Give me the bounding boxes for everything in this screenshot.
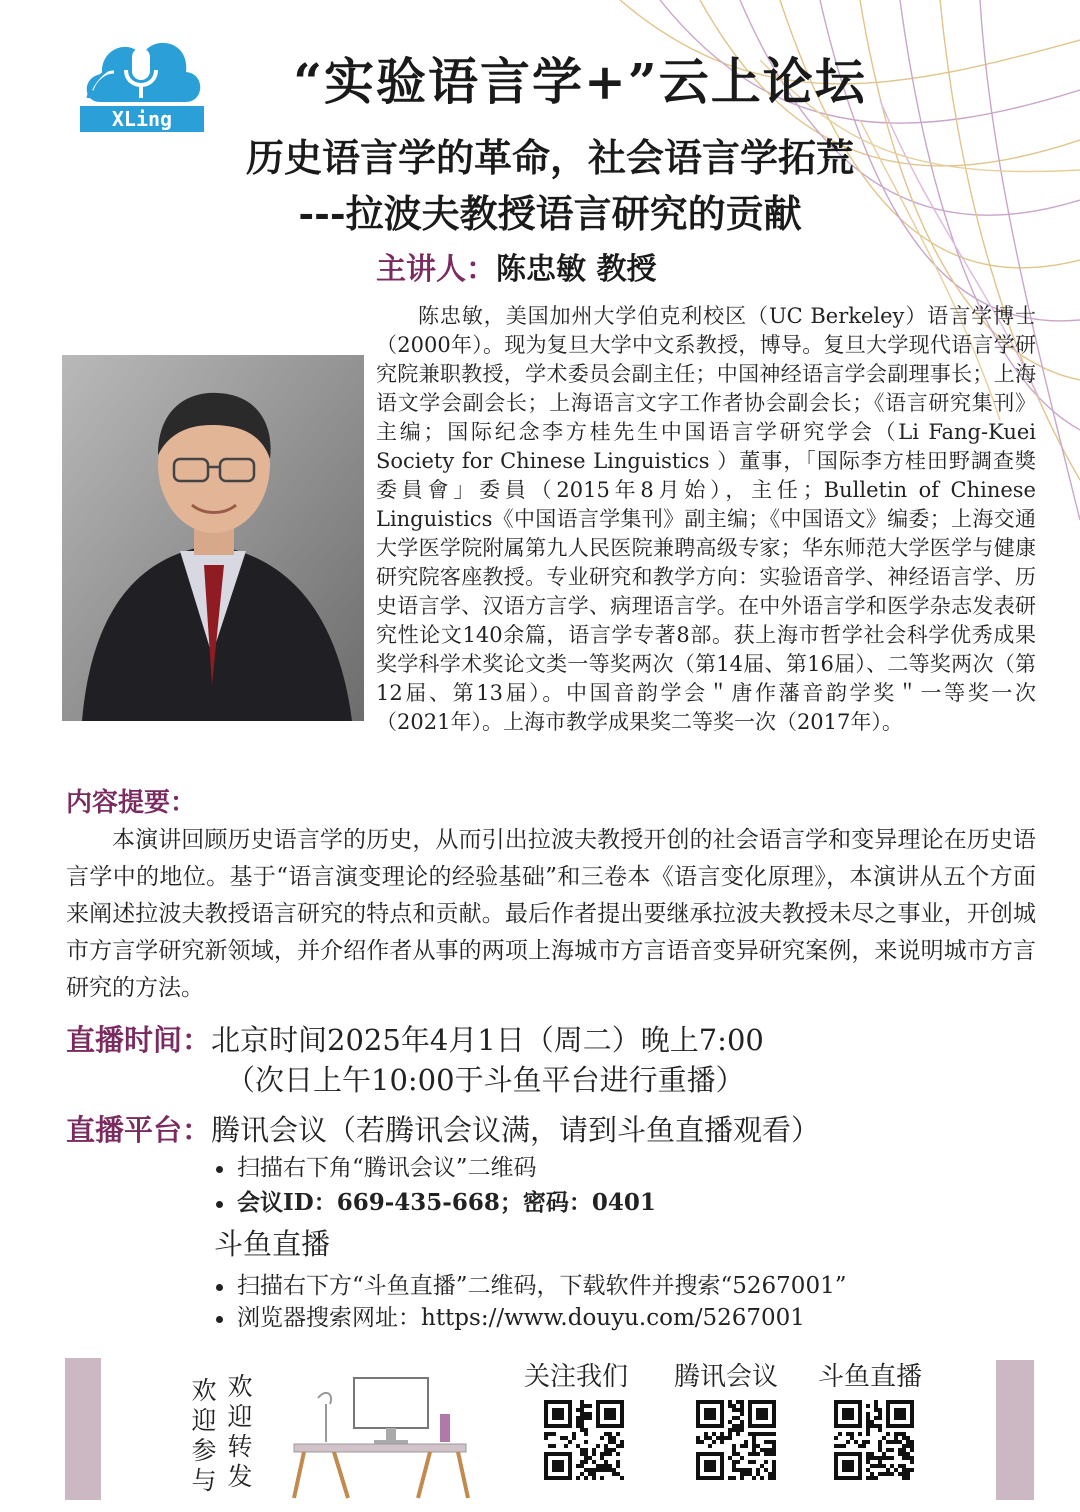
- bullet-icon: [216, 1201, 223, 1208]
- speaker-line: [376, 244, 656, 288]
- speaker-bio: 陈忠敏，美国加州大学伯克利校区（UC Berkeley）语言学博士（2000年）。现为复旦大学中文系教授，博导。复旦大学现代语言学研究院兼职教授，学术委员会副主任；中国神经语言学会副理事长；上海语文学会副会长；上海语言文字工作者协会副会长；《语言研究集刊》主编；国际纪念李方桂先生中国语言学研究学会（Li Fang-Kuei Society for Chinese Linguistics ）董事，「国际李方桂田野調查獎委員會」委員（2015年8月始），主任；Bulletin of Chinese Linguistics《中国语言学集刊》副主编；《中国语文》编委；上海交通大学医学院附属第九人民医院兼聘高级专家；华东师范大学医学与健康研究院客座教授。专业研究和教学方向：实验语音学、神经语言学、历史语言学、汉语方言学、病理语言学。在中外语言学和医学杂志发表研究性论文140余篇，语言学专著8部。获上海市哲学社会科学优秀成果奖学科学术奖论文类一等奖两次（第14届、第16届）、二等奖两次（第12届、第13届）。中国音韵学会＂唐作藩音韵学奖＂一等奖一次（2021年）。上海市教学成果奖二等奖一次（2017年）。: [376, 304, 1036, 734]
- douyu-heading: 斗鱼直播: [214, 1227, 331, 1261]
- replay-note: （次日上午10:00于斗鱼平台进行重播）: [226, 1063, 745, 1097]
- meeting-id-item: [216, 1186, 656, 1219]
- welcome-participate: 欢 迎 参 与: [191, 1376, 217, 1495]
- douyu-url-item: [216, 1302, 805, 1335]
- left-accent-bar: [65, 1358, 101, 1500]
- tencent-scan-item: [216, 1152, 537, 1185]
- xling-logo: [78, 20, 208, 140]
- desk-illustration-icon: [290, 1370, 470, 1500]
- lecture-title-line2: ---拉波夫教授语言研究的贡献: [298, 191, 802, 236]
- qr-code-icon[interactable]: [544, 1400, 624, 1480]
- page-title: “实验语言学+”云上论坛: [293, 52, 867, 111]
- bullet-icon: [216, 1316, 223, 1323]
- douyu-url-link[interactable]: 浏览器搜索网址：https://www.douyu.com/5267001: [237, 1305, 805, 1331]
- platform-label: 直播平台：: [66, 1113, 212, 1147]
- qr-code-icon[interactable]: [834, 1400, 914, 1480]
- summary-text: 本演讲回顾历史语言学的历史，从而引出拉波夫教授开创的社会语言学和变异理论在历史语言学中的地位。基于“语言演变理论的经验基础”和三卷本《语言变化原理》，本演讲从五个方面来阐述拉波夫教授语言研究的特点和贡献。最后作者提出要继承拉波夫教授未尽之事业，开创城市方言学研究新领域，并介绍作者从事的两项上海城市方言语音变异研究案例，来说明城市方言研究的方法。: [66, 827, 1036, 1001]
- qr-label-tencent: 腾讯会议: [674, 1362, 779, 1392]
- lecture-title-line1: 历史语言学的革命，社会语言学拓荒: [245, 135, 854, 180]
- meeting-id-text: 会议ID：669-435-668；密码：0401: [237, 1189, 656, 1216]
- platform-value: 腾讯会议（若腾讯会议满，请到斗鱼直播观看）: [211, 1113, 821, 1147]
- speaker-photo: [62, 355, 364, 721]
- welcome-share: 欢 迎 转 发: [227, 1372, 253, 1491]
- douyu-scan-text: 扫描右下方“斗鱼直播”二维码，下载软件并搜索“5267001”: [237, 1273, 847, 1299]
- live-time-row: [66, 1020, 764, 1060]
- qr-label-follow: 关注我们: [524, 1362, 629, 1392]
- summary-heading: 内容提要：: [66, 788, 197, 818]
- live-time-label: 直播时间：: [66, 1023, 212, 1057]
- platform-row: [66, 1110, 820, 1150]
- speaker-name: 陈忠敏 教授: [496, 252, 657, 287]
- bullet-icon: [216, 1284, 223, 1291]
- logo-text: XLing: [111, 107, 173, 131]
- speaker-label: 主讲人：: [376, 252, 496, 287]
- live-time-value: 北京时间2025年4月1日（周二）晚上7:00: [211, 1023, 764, 1057]
- lecture-title: [150, 130, 950, 242]
- qr-code-icon[interactable]: [696, 1400, 776, 1480]
- tencent-scan-text: 扫描右下角“腾讯会议”二维码: [237, 1155, 537, 1181]
- bullet-icon: [216, 1166, 223, 1173]
- right-accent-bar: [996, 1360, 1034, 1500]
- douyu-scan-item: [216, 1270, 846, 1303]
- qr-label-douyu: 斗鱼直播: [818, 1362, 923, 1392]
